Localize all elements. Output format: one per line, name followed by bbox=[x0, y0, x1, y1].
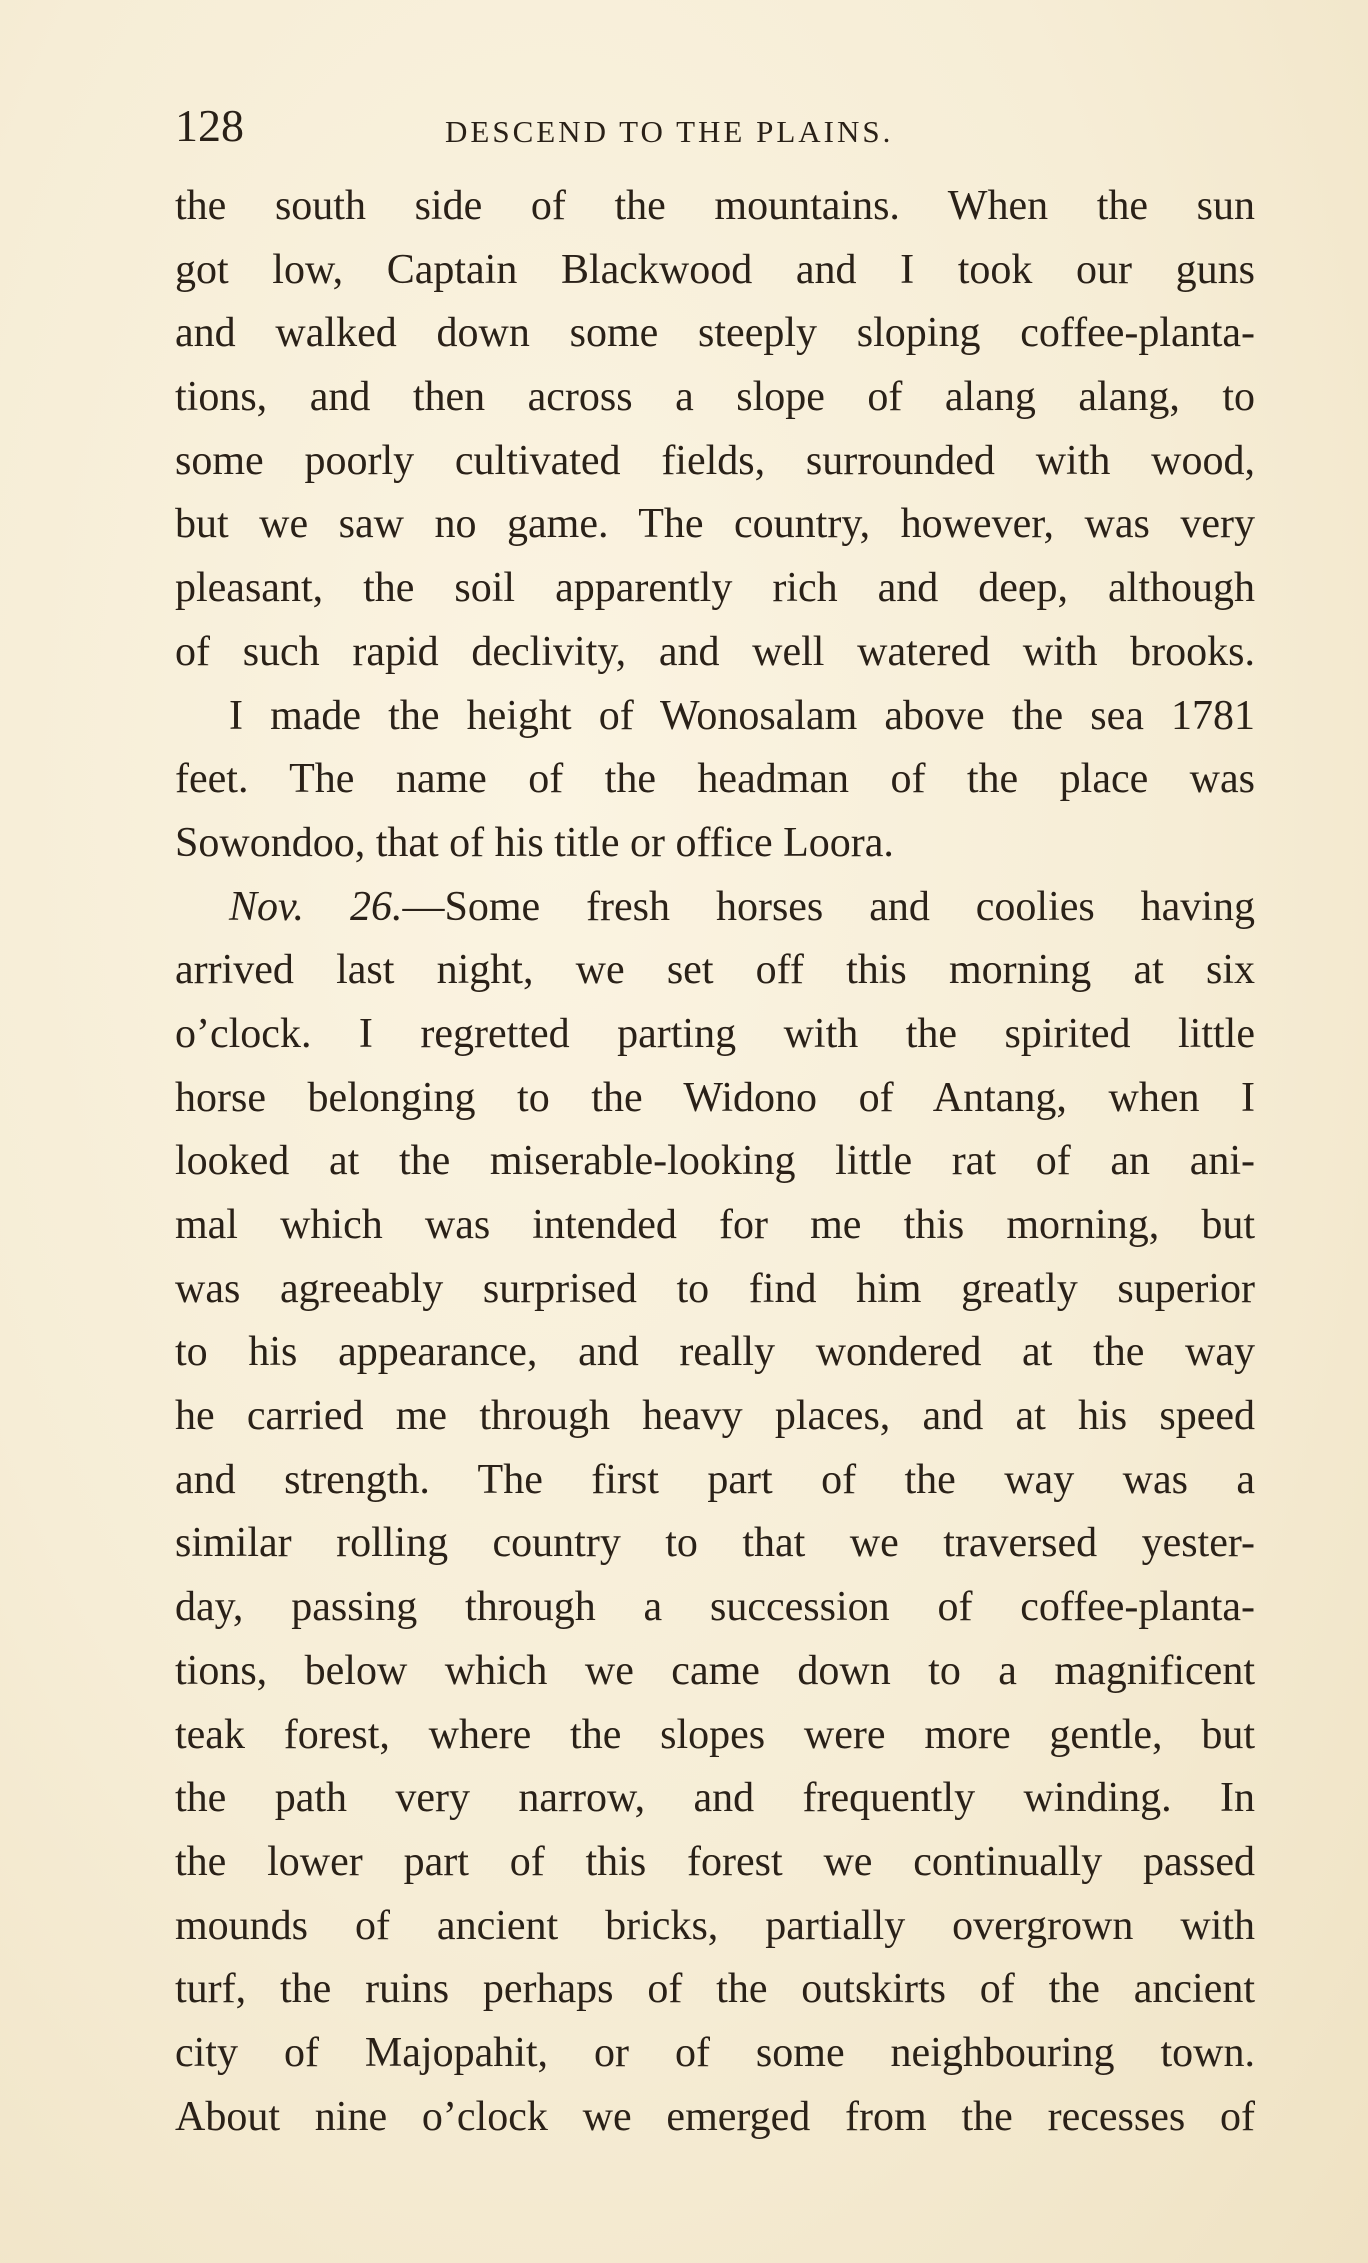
text-line: teak forest, where the slopes were more gentle, but bbox=[175, 1711, 1255, 1758]
text-line: Sowondoo, that of his title or office Loora. bbox=[175, 819, 894, 866]
running-head: DESCEND TO THE PLAINS. bbox=[445, 114, 894, 149]
text-line: I made the height of Wonosalam above the sea 1781 bbox=[229, 692, 1255, 739]
text-line: and walked down some steeply sloping coffee-planta- bbox=[175, 310, 1255, 357]
text-line: some poorly cultivated fields, surrounded with wood, bbox=[175, 437, 1255, 484]
text-line bbox=[175, 876, 1255, 940]
text-line: tions, below which we came down to a magnificent bbox=[175, 1647, 1255, 1694]
text-line: the path very narrow, and frequently winding. In bbox=[175, 1775, 1255, 1822]
text-line: feet. The name of the headman of the place was bbox=[175, 756, 1255, 803]
text-line: mounds of ancient bricks, partially overgrown with bbox=[175, 1902, 1255, 1949]
entry-date: Nov. 26. bbox=[229, 883, 403, 930]
text-line: tions, and then across a slope of alang alang, to bbox=[175, 374, 1255, 421]
text-line: to his appearance, and really wondered at the way bbox=[175, 1329, 1255, 1376]
page-header bbox=[175, 96, 1255, 156]
text-line: of such rapid declivity, and well watered with brooks. bbox=[175, 628, 1255, 675]
text-line: pleasant, the soil apparently rich and deep, although bbox=[175, 565, 1255, 612]
text-line: day, passing through a succession of coffee-planta- bbox=[175, 1584, 1255, 1631]
text-line: and strength. The first part of the way was a bbox=[175, 1456, 1255, 1503]
text-line: he carried me through heavy places, and at his speed bbox=[175, 1393, 1255, 1440]
text-line: About nine o’clock we emerged from the recesses of bbox=[175, 2093, 1255, 2140]
text-line: but we saw no game. The country, however, was very bbox=[175, 501, 1255, 548]
text-line: similar rolling country to that we traversed yester- bbox=[175, 1520, 1255, 1567]
text-line: the lower part of this forest we continually passed bbox=[175, 1838, 1255, 1885]
body-text bbox=[175, 175, 1255, 2149]
text-line: horse belonging to the Widono of Antang, when I bbox=[175, 1074, 1255, 1121]
text-line: mal which was intended for me this morning, but bbox=[175, 1202, 1255, 1248]
text-line: got low, Captain Blackwood and I took our guns bbox=[175, 246, 1255, 293]
text-line: turf, the ruins perhaps of the outskirts of the ancient bbox=[175, 1966, 1255, 2013]
text-line: o’clock. I regretted parting with the spirited little bbox=[175, 1010, 1255, 1057]
text-line: looked at the miserable-looking little rat of an ani- bbox=[175, 1138, 1255, 1185]
page-number: 128 bbox=[175, 100, 244, 151]
text-line: the south side of the mountains. When the sun bbox=[175, 183, 1255, 229]
text-line: city of Majopahit, or of some neighbouring town. bbox=[175, 2029, 1255, 2076]
text-line-rest: —Some fresh horses and coolies having bbox=[402, 883, 1255, 930]
text-line: arrived last night, we set off this morning at six bbox=[175, 947, 1255, 994]
text-line: was agreeably surprised to find him greatly superior bbox=[175, 1265, 1255, 1312]
